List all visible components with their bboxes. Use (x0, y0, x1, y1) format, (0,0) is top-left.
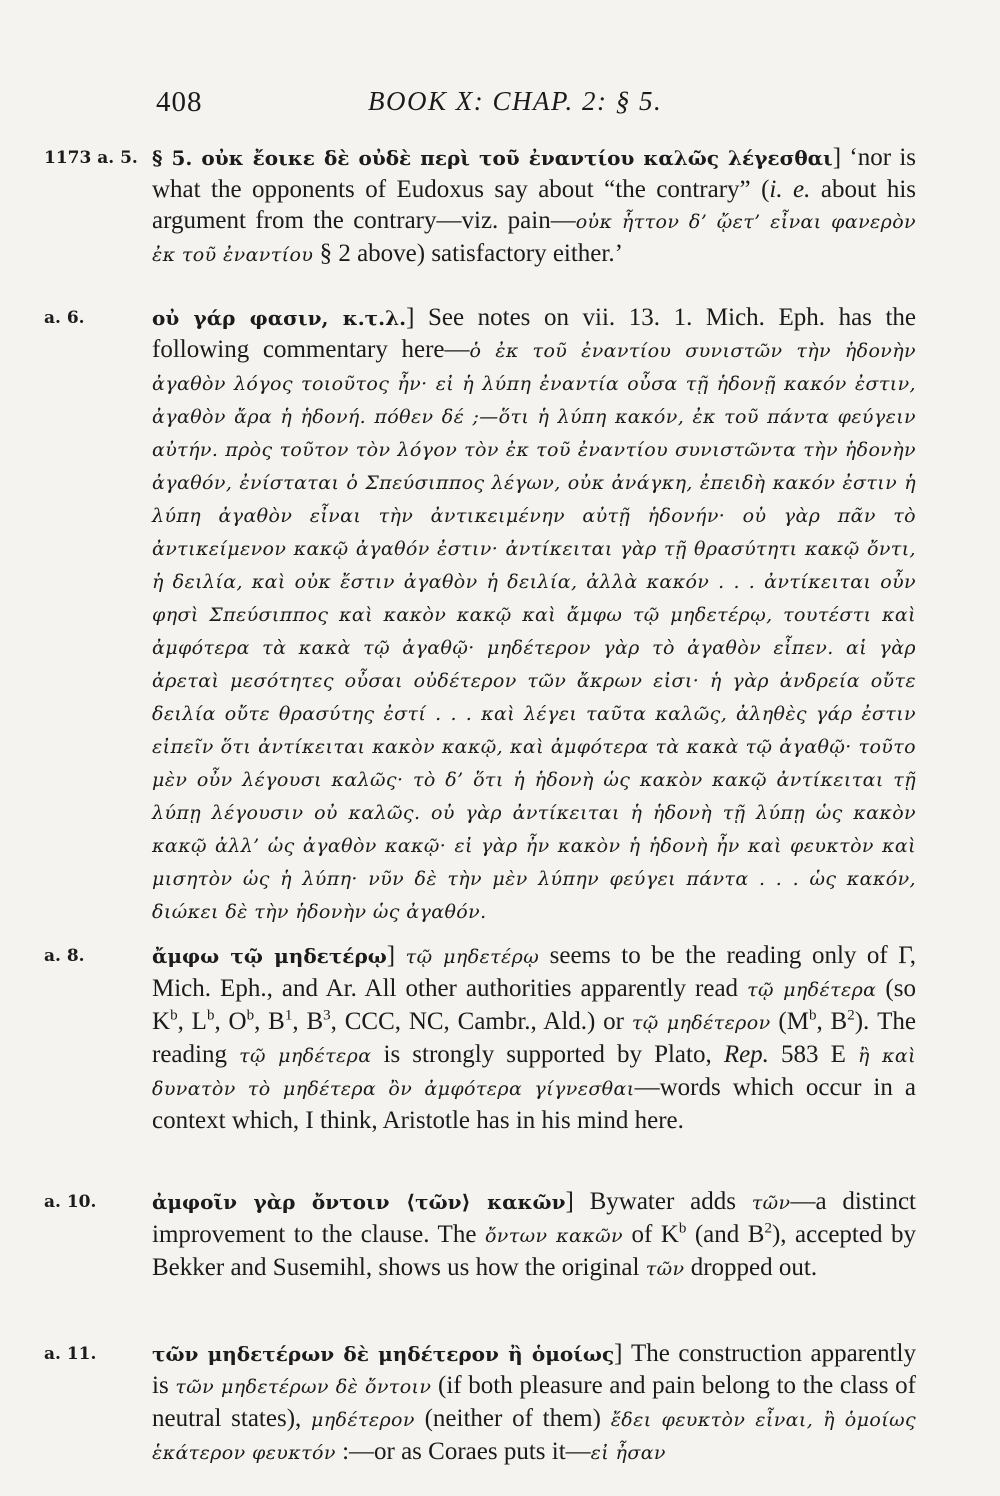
superscript: 1 (284, 1007, 293, 1024)
commentary-text: ] See notes on vii. 13. 1. Mich. Eph. has the following commentary here— (152, 304, 917, 363)
note-body (152, 142, 916, 271)
commentary-text: , B (292, 1008, 324, 1035)
commentary-text: of K (622, 1221, 679, 1248)
running-head: BOOK X: CHAP. 2: § 5. (368, 86, 663, 116)
commentary-text: —a distinct improvement to the clause. The (152, 1188, 916, 1248)
commentary-text: ] ‘nor is what the opponents of Eudoxus say about “the contrary” ( (152, 144, 917, 203)
greek-quote: μηδέτερον (311, 1409, 415, 1431)
lemma-text: § 5. οὐκ ἔοικε δὲ οὐδὲ περὶ τοῦ ἐναντίου καλῶς λέγεσθαι (152, 146, 833, 170)
commentary-text: ), accepted by Bekker and Susemihl, shows us how the original (152, 1221, 916, 1281)
greek-quote: τῷ μηδέτερον (631, 1012, 771, 1034)
commentary-text: , B (816, 1008, 848, 1035)
commentary-text: , L (177, 1008, 207, 1035)
commentary-text: (neither of them) (414, 1405, 611, 1432)
greek-quote: τῷ μηδέτερα (747, 979, 877, 1001)
commentary-text: (M (770, 1008, 809, 1035)
commentary-text: , O (214, 1008, 247, 1035)
commentary-text: , B (254, 1008, 285, 1035)
commentary-text: ] The construction apparently is (152, 1340, 916, 1399)
greek-quote: τῷ μηδετέρῳ (405, 946, 540, 968)
line-reference: a. 8. (44, 946, 85, 966)
note-body (152, 940, 916, 1136)
commentary-text: dropped out. (684, 1254, 818, 1281)
note-body (152, 302, 916, 928)
superscript: b (246, 1007, 255, 1024)
superscript: 2 (847, 1007, 855, 1024)
commentary-text: ). The reading (152, 1008, 916, 1068)
superscript: 3 (323, 1007, 331, 1024)
commentary-text: (and B (686, 1221, 765, 1248)
greek-quote: οὐκ ἧττον δ’ ᾤετ’ εἶναι φανερὸν ἐκ τοῦ ἐναντίου (152, 211, 917, 266)
lemma-text: τῶν μηδετέρων δὲ μηδέτερον ἢ ὁμοίως (152, 1342, 615, 1366)
greek-quote: ἔδει φευκτὸν εἶναι, ἢ ὁμοίως ἑκάτερον φευκτόν (152, 1409, 917, 1464)
superscript: b (170, 1007, 178, 1024)
note-body (152, 1186, 916, 1285)
superscript: b (808, 1007, 817, 1024)
italic-text: Rep. (723, 1041, 769, 1068)
superscript: 2 (764, 1220, 772, 1237)
greek-quote: εἰ ἦσαν (590, 1442, 666, 1464)
commentary-text: § 2 above) satisfactory either.’ (313, 240, 623, 267)
superscript: b (678, 1220, 687, 1237)
line-reference: a. 11. (44, 1344, 97, 1364)
greek-quote: τῷ μηδέτερα (239, 1045, 372, 1067)
commentary-text: ] (386, 942, 406, 969)
commentary-text: 583 E (768, 1041, 858, 1068)
greek-quote: τῶν μηδετέρων δὲ ὄντοιν (175, 1376, 432, 1398)
lemma-text: οὐ γάρ φασιν, κ.τ.λ. (152, 306, 407, 330)
page-header (150, 86, 920, 126)
page-number: 408 (156, 86, 203, 118)
commentary-text: ] Bywater adds (565, 1188, 752, 1215)
greek-quote: ἢ καὶ δυνατὸν τὸ μηδέτερα ὂν ἀμφότερα γίγνεσθαι (152, 1045, 916, 1100)
note-body (152, 1338, 916, 1469)
line-reference: a. 6. (44, 308, 85, 328)
greek-quote: ὁ ἐκ τοῦ ἐναντίου συνιστῶν τὴν ἡδονὴν ἀγαθὸν λόγος τοιοῦτος ἦν· εἰ ἡ λύπη ἐναντία οὖσα τῇ ἡδονῇ κακόν ἐστιν, ἀγαθὸν ἄρα ἡ ἡδονή. πόθεν δέ ;—ὅτι ἡ λύπη κακόν, ἐκ τοῦ πάντα φεύγειν αὐτήν. πρὸς τοῦτον τὸν λόγον τὸν ἐκ τοῦ ἐναντίου συνιστῶντα τὴν ἡδονὴν ἀγαθόν, ἐνίσταται ὁ Σπεύσιππος λέγων, οὐκ ἀνάγκη, ἐπειδὴ κακόν ἐστιν ἡ λύπη ἀγαθὸν εἶναι τὴν ἀντικειμένην αὐτῇ ἡδονήν· οὐ γὰρ πᾶν τὸ ἀντικείμενον κακῷ ἀγαθόν ἐστιν· ἀντίκειται γὰρ τῇ θρασύτητι κακῷ ὄντι, ἡ δειλία, καὶ οὐκ ἔστιν ἀγαθὸν ἡ δειλία, ἀλλὰ κακόν . . . ἀντίκειται οὖν φησὶ Σπεύσιππος καὶ κακὸν κακῷ καὶ ἄμφω τῷ μηδετέρῳ, τουτέστι καὶ ἀμφότερα τὰ κακὰ τῷ ἀγαθῷ· μηδέτερον γὰρ τὸ ἀγαθὸν εἶπεν. αἱ γὰρ ἀρεταὶ μεσότητες οὖσαι οὐδέτερον τῶν ἄκρων εἰσι· ἡ γὰρ ἀνδρεία οὔτε δειλία οὔτε θρασύτης ἐστί . . . καὶ λέγει ταῦτα καλῶς, ἀληθὲς γάρ ἐστιν εἰπεῖν ὅτι ἀντίκειται κακὸν κακῷ, καὶ ἀμφότερα τὰ κακὰ τῷ ἀγαθῷ· τοῦτο μὲν οὖν λέγουσι καλῶς· τὸ δ’ ὅτι ἡ ἡδονὴ ὡς κακὸν κακῷ ἀντίκειται τῇ λύπῃ λέγουσιν οὐ καλῶς. οὐ γὰρ ἀντίκειται ἡ ἡδονὴ τῇ λύπῃ ὡς κακὸν κακῷ ἀλλ’ ὡς ἀγαθὸν κακῷ· εἰ γὰρ ἦν κακὸν ἡ ἡδονὴ ἦν καὶ φευκτὸν καὶ μισητὸν ὡς ἡ λύπη· νῦν δὲ τὴν μὲν λύπην φεύγει πάντα . . . ὡς κακόν, διώκει δὲ τὴν ἡδονὴν ὡς ἀγαθόν. (152, 340, 916, 923)
greek-quote: τῶν (751, 1192, 791, 1214)
lemma-text: ἄμφω τῷ μηδετέρῳ (152, 944, 387, 968)
line-reference: 1173 a. 5. (44, 148, 138, 168)
commentary-text: about his argument from the contrary—viz. pain— (152, 176, 917, 234)
commentary-text: (so K (152, 975, 916, 1035)
line-reference: a. 10. (44, 1192, 97, 1212)
commentary-text: —words which occur in a context which, I think, Aristotle has in his mind here. (152, 1074, 916, 1134)
commentary-text: :—or as Coraes puts it— (335, 1438, 591, 1465)
superscript: b (206, 1007, 215, 1024)
commentary-text: (if both pleasure and pain belong to the class of neutral states), (152, 1372, 916, 1432)
commentary-text: seems to be the reading only of Γ, Mich. Eph., and Ar. All other authorities apparently read (152, 942, 916, 1002)
italic-text: i. e. (769, 176, 811, 203)
commentary-text: is strongly supported by Plato, (371, 1041, 724, 1068)
commentary-text: , CCC, NC, Cambr., Ald.) or (330, 1008, 632, 1035)
greek-quote: ὄντων κακῶν (484, 1225, 623, 1247)
greek-quote: τῶν (645, 1258, 685, 1280)
lemma-text: ἀμφοῖν γὰρ ὄντοιν ⟨τῶν⟩ κακῶν (152, 1190, 566, 1214)
